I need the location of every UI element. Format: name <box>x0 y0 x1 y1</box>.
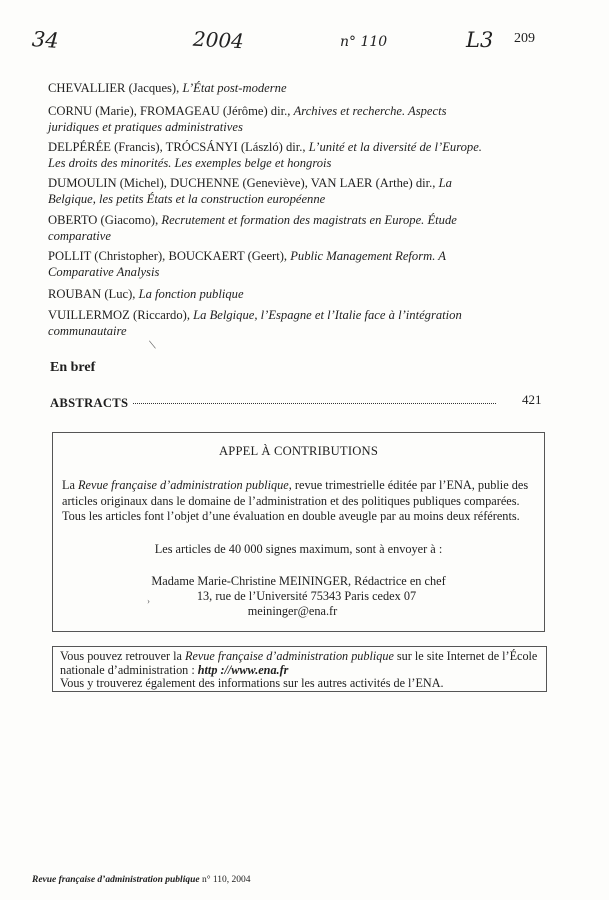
abstracts-label: ABSTRACTS <box>50 396 129 410</box>
entry-authors: OBERTO (Giacomo), <box>48 213 162 227</box>
entry-authors: CHEVALLIER (Jacques), <box>48 81 183 95</box>
pencil-mark: \ <box>148 337 158 354</box>
contact-name: Madame Marie-Christine MEININGER, Rédactrice en chef <box>151 574 446 588</box>
contact-address: 13, rue de l’Université 75343 Paris cedex 07 <box>196 589 417 603</box>
contact-email: meininger@ena.fr <box>247 604 338 618</box>
page-footer <box>32 875 251 885</box>
call-for-papers-box <box>52 432 545 632</box>
pencil-mark: › <box>147 596 150 606</box>
book-entry <box>48 103 496 135</box>
book-entry <box>48 307 496 339</box>
handwritten-note-year: 2004 <box>192 26 245 54</box>
text-span: sur le site Internet de l’École nationale d’administration : <box>60 649 538 677</box>
text-span: Vous y trouverez également des informations sur les autres activités de l’ENA. <box>60 676 444 690</box>
book-entry <box>48 175 496 207</box>
journal-name: Revue française d’administration publique <box>185 649 394 663</box>
website-info-box <box>52 646 547 692</box>
section-heading-en-bref: En bref <box>50 360 96 375</box>
handwritten-note-right: L3 <box>466 28 494 52</box>
journal-name: Revue française d’administration publique <box>78 478 289 492</box>
entry-title: Archives et recherche. Aspects juridiques et pratiques administratives <box>48 104 447 134</box>
entry-title: Public Management Reform. A Comparative Analysis <box>48 249 446 279</box>
website-info-text <box>60 650 542 691</box>
abstracts-page-number: 421 <box>522 392 542 407</box>
call-for-papers-heading: APPEL À CONTRIBUTIONS <box>218 444 379 458</box>
entry-title: L’État post-moderne <box>182 81 287 95</box>
handwritten-note-issue: n° 110 <box>340 34 388 50</box>
text-span: La <box>62 478 79 492</box>
entry-title: La fonction publique <box>138 287 244 301</box>
book-entry <box>48 248 448 280</box>
text-span: , revue trimestrielle éditée par l’ENA, publie des articles originaux dans le domaine de l’administration et des politiques publiques comparées. Tous les articles font l’objet d’une évaluation en double aveugle par au moins deux référents. <box>62 478 529 523</box>
footer-issue: n° 110, 2004 <box>199 875 251 885</box>
entry-authors: VUILLERMOZ (Riccardo), <box>48 308 194 322</box>
entry-authors: POLLIT (Christopher), BOUCKAERT (Geert), <box>48 249 291 263</box>
website-url: http ://www.ena.fr <box>197 662 289 677</box>
handwritten-note-left: 34 <box>31 27 60 53</box>
entry-authors: DUMOULIN (Michel), DUCHENNE (Geneviève), VAN LAER (Arthe) dir., <box>48 176 439 190</box>
book-entry <box>48 212 496 244</box>
footer-journal: Revue française d’administration publique <box>32 875 200 885</box>
book-entry <box>48 286 496 302</box>
toc-leader-dots <box>133 402 496 404</box>
entry-authors: ROUBAN (Luc), <box>48 287 139 301</box>
call-for-papers-text <box>62 478 538 525</box>
entry-title: La Belgique, les petits États et la construction européenne <box>48 176 452 206</box>
entry-title: La Belgique, l’Espagne et l’Italie face à l’intégration communautaire <box>48 308 462 338</box>
book-entry <box>48 80 496 96</box>
book-entry <box>48 139 496 171</box>
entry-authors: DELPÉRÉE (Francis), TRÓCSÁNYI (László) dir., <box>48 140 309 154</box>
submission-instructions: Les articles de 40 000 signes maximum, sont à envoyer à : <box>154 542 443 556</box>
entry-authors: CORNU (Marie), FROMAGEAU (Jérôme) dir., <box>48 104 294 118</box>
page-number: 209 <box>514 31 535 46</box>
entry-title: Recrutement et formation des magistrats en Europe. Étude comparative <box>48 213 457 243</box>
text-span: Vous pouvez retrouver la <box>60 649 185 663</box>
entry-title: L’unité et la diversité de l’Europe. Les droits des minorités. Les exemples belge et hongrois <box>48 140 482 170</box>
